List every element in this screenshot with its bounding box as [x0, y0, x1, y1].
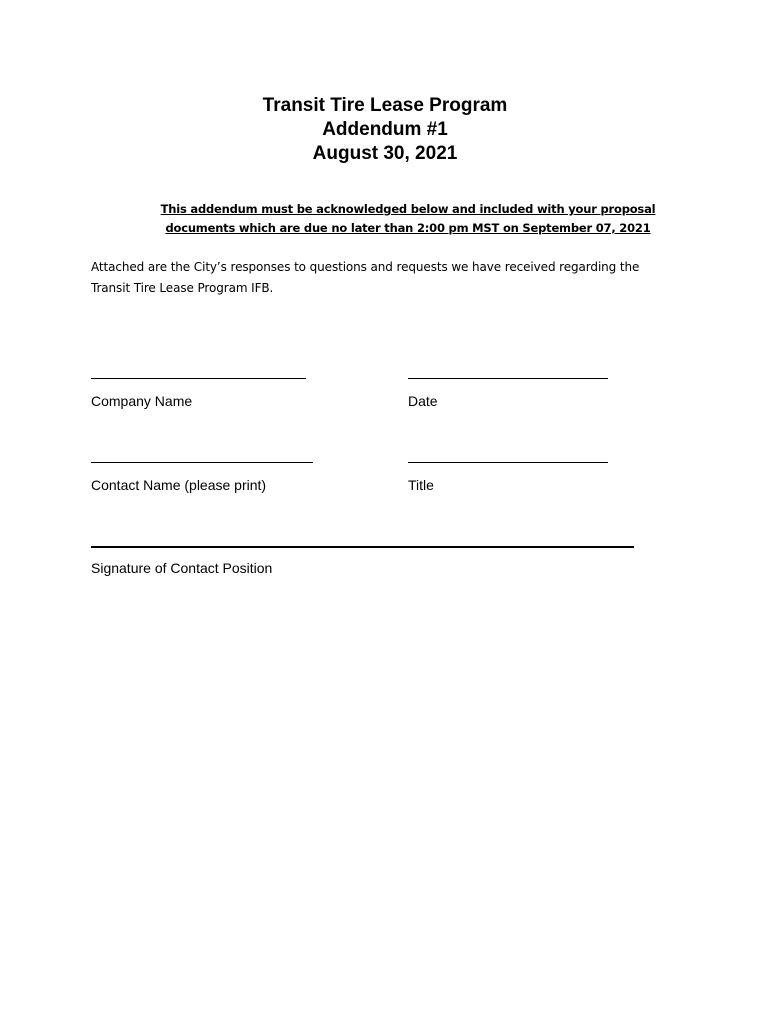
intro-line-2: Transit Tire Lease Program IFB. [91, 281, 274, 295]
date-blank[interactable] [408, 378, 608, 379]
contact-name-blank[interactable] [91, 462, 313, 463]
signature-line[interactable] [91, 546, 634, 548]
acknowledgement-notice [150, 200, 666, 238]
company-name-label: Company Name [91, 393, 193, 409]
addendum-number: Addendum #1 [322, 119, 448, 140]
document-title: Transit Tire Lease Program [262, 95, 508, 116]
date-label: Date [408, 393, 438, 409]
addendum-date: August 30, 2021 [312, 143, 458, 164]
contact-name-label: Contact Name (please print) [91, 477, 267, 493]
company-name-blank[interactable] [91, 378, 306, 379]
notice-line-2: documents which are due no later than 2:00 pm MST on September 07, 2021 [165, 221, 651, 235]
document-title-block [0, 94, 770, 166]
intro-line-1: Attached are the City’s responses to questions and requests we have received regarding the [91, 260, 640, 274]
intro-paragraph [91, 257, 691, 299]
title-label: Title [408, 477, 434, 493]
signature-label: Signature of Contact Position [91, 560, 273, 576]
title-blank[interactable] [408, 462, 608, 463]
notice-line-1: This addendum must be acknowledged below and included with your proposal [160, 202, 656, 216]
